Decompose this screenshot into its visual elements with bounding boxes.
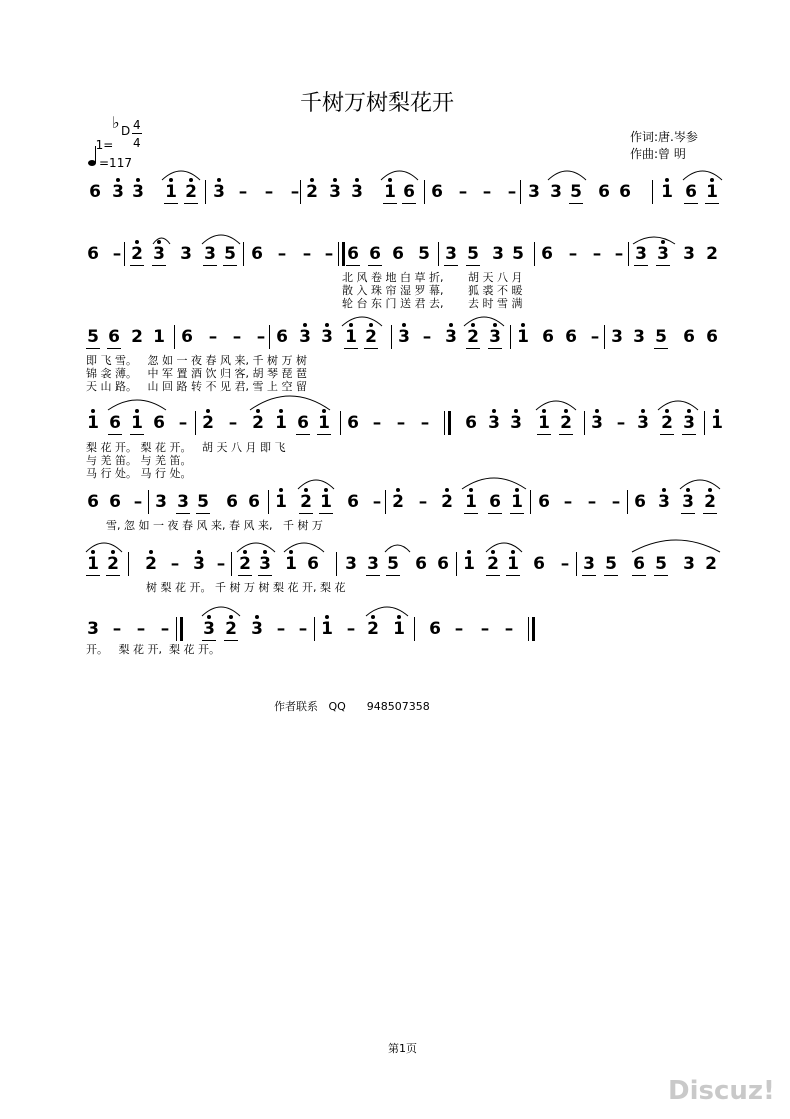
note: 6 xyxy=(369,244,381,264)
note: 1 xyxy=(392,620,406,638)
note: 6 xyxy=(347,413,359,433)
note: 2 xyxy=(305,183,319,201)
song-title: 千树万树梨花开 xyxy=(300,91,455,116)
lyricist-credit: 作词:唐.岑参 xyxy=(630,130,698,144)
lyrics-line3-verse2: 锦 衾 薄。 中 军 置 酒 饮 归 客, 胡 琴 琵 琶 xyxy=(86,367,307,380)
dash-note: – xyxy=(112,619,122,639)
dash-note: – xyxy=(228,413,238,433)
note: 1 xyxy=(274,493,288,511)
note: 2 xyxy=(391,493,405,511)
note: 3 xyxy=(590,414,604,432)
note: 1 xyxy=(274,414,288,432)
note: 2 xyxy=(705,554,717,574)
note: 1 xyxy=(344,328,358,346)
note: 1 xyxy=(317,414,331,432)
dash-note: – xyxy=(256,327,266,347)
note: 6 xyxy=(415,554,427,574)
note: 1 xyxy=(164,183,178,201)
note: 6 xyxy=(87,244,99,264)
note: 2 xyxy=(144,555,158,573)
note: 2 xyxy=(364,328,378,346)
note: 1 xyxy=(130,414,144,432)
note: 3 xyxy=(583,554,595,574)
lyrics-line2-verse2: 散 入 珠 帘 湿 罗 幕, 狐 裘 不 暖 xyxy=(342,284,523,297)
dash-note: – xyxy=(614,244,624,264)
note: 5 xyxy=(655,554,667,574)
note: 3 xyxy=(152,245,166,263)
note: 6 xyxy=(437,554,449,574)
note: 2 xyxy=(251,414,265,432)
note: 3 xyxy=(656,245,670,263)
dash-note: – xyxy=(480,619,490,639)
note: 5 xyxy=(387,554,399,574)
note: 5 xyxy=(570,182,582,202)
slur xyxy=(462,478,526,489)
note: 1 xyxy=(86,414,100,432)
note: 3 xyxy=(328,183,342,201)
note: 1 xyxy=(284,555,298,573)
dash-note: – xyxy=(420,413,430,433)
slur xyxy=(633,237,675,244)
note: 3 xyxy=(180,244,192,264)
author-contact: 作者联系 QQ 948507358 xyxy=(274,700,430,713)
note: 3 xyxy=(487,414,501,432)
dash-note: – xyxy=(276,619,286,639)
dash-note: – xyxy=(208,327,218,347)
note: 1 xyxy=(506,555,520,573)
slur xyxy=(548,171,586,180)
note: 1 xyxy=(710,414,724,432)
dash-note: – xyxy=(590,327,600,347)
note: 1 xyxy=(153,327,165,347)
dash-note: – xyxy=(611,492,621,512)
slur xyxy=(464,317,504,326)
dash-note: – xyxy=(302,244,312,264)
dash-note: – xyxy=(232,327,242,347)
note: 6 xyxy=(565,327,577,347)
dash-note: – xyxy=(560,554,570,574)
note: 2 xyxy=(706,244,718,264)
dash-note: – xyxy=(372,492,382,512)
note: 6 xyxy=(598,182,610,202)
note: 6 xyxy=(403,182,415,202)
slur xyxy=(284,543,324,552)
key-letter: D xyxy=(121,124,131,138)
note: 3 xyxy=(657,493,671,511)
note: 3 xyxy=(397,328,411,346)
note: 3 xyxy=(202,620,216,638)
note: 3 xyxy=(528,182,540,202)
lyrics-line6: 树 梨 花 开。 千 树 万 树 梨 花 开, 梨 花 xyxy=(146,581,346,594)
note: 3 xyxy=(212,183,226,201)
note: 5 xyxy=(512,244,524,264)
slur xyxy=(108,400,166,410)
note: 6 xyxy=(109,413,121,433)
note: 1 xyxy=(462,555,476,573)
note: 6 xyxy=(87,492,99,512)
slur xyxy=(153,238,170,244)
note: 3 xyxy=(177,492,189,512)
slur xyxy=(162,171,200,180)
note: 2 xyxy=(184,183,198,201)
note: 3 xyxy=(633,327,645,347)
note: 1 xyxy=(516,328,530,346)
note: 6 xyxy=(542,327,554,347)
note: 6 xyxy=(297,413,309,433)
note: 2 xyxy=(201,414,215,432)
note: 6 xyxy=(109,492,121,512)
note: 2 xyxy=(440,493,454,511)
dash-note: – xyxy=(504,619,514,639)
slur xyxy=(536,401,576,410)
note: 3 xyxy=(298,328,312,346)
note: 3 xyxy=(683,554,695,574)
note: 2 xyxy=(559,414,573,432)
note: 1 xyxy=(660,183,674,201)
time-signature-top: 4 xyxy=(133,118,141,132)
note: 6 xyxy=(251,244,263,264)
slur xyxy=(658,401,698,410)
composer-credit: 作曲:曾 明 xyxy=(630,147,686,161)
note: 3 xyxy=(681,493,695,511)
note: 1 xyxy=(319,493,333,511)
note: 6 xyxy=(153,413,165,433)
note: 3 xyxy=(444,328,458,346)
note: 6 xyxy=(619,182,631,202)
note: 1 xyxy=(383,183,397,201)
note: 6 xyxy=(392,244,404,264)
dash-note: – xyxy=(298,619,308,639)
lyrics-line4-verse1: 梨 花 开。 梨 花 开。 胡 天 八 月 即 飞 xyxy=(86,441,286,454)
note: 6 xyxy=(634,492,646,512)
slur xyxy=(202,235,240,244)
slur xyxy=(202,607,240,616)
note: 3 xyxy=(345,554,357,574)
note: 6 xyxy=(685,182,697,202)
slur xyxy=(632,540,720,552)
dash-note: – xyxy=(170,554,180,574)
dash-note: – xyxy=(616,413,626,433)
discuz-watermark: Discuz! xyxy=(668,1076,775,1106)
dash-note: – xyxy=(568,244,578,264)
note: 6 xyxy=(108,327,120,347)
note: 2 xyxy=(486,555,500,573)
slur xyxy=(680,480,720,489)
note: 3 xyxy=(488,328,502,346)
note: 3 xyxy=(192,555,206,573)
dash-note: – xyxy=(587,492,597,512)
note: 3 xyxy=(367,554,379,574)
key-prefix: 1= xyxy=(95,138,114,152)
note: 2 xyxy=(224,620,238,638)
note: 2 xyxy=(238,555,252,573)
note: 3 xyxy=(111,183,125,201)
note: 6 xyxy=(541,244,553,264)
note: 2 xyxy=(131,327,143,347)
note: 6 xyxy=(683,327,695,347)
note: 3 xyxy=(350,183,364,201)
note: 3 xyxy=(250,620,264,638)
note: 6 xyxy=(248,492,260,512)
dash-note: – xyxy=(418,492,428,512)
note: 3 xyxy=(611,327,623,347)
note: 6 xyxy=(465,413,477,433)
dash-note: – xyxy=(422,327,432,347)
note: 2 xyxy=(660,414,674,432)
note: 3 xyxy=(550,182,562,202)
note: 5 xyxy=(467,244,479,264)
page-number: 第1页 xyxy=(388,1042,417,1055)
note: 1 xyxy=(537,414,551,432)
note: 1 xyxy=(705,183,719,201)
slur xyxy=(486,543,522,552)
lyrics-line5: 雪, 忽 如 一 夜 春 风 来, 春 风 来, 千 树 万 xyxy=(106,519,323,532)
note: 1 xyxy=(86,555,100,573)
dash-note: – xyxy=(324,244,334,264)
note: 3 xyxy=(87,619,99,639)
slur xyxy=(683,171,722,180)
lyrics-line4-verse3: 马 行 处。 马 行 处。 xyxy=(86,467,192,480)
note: 3 xyxy=(204,244,216,264)
slur xyxy=(298,480,334,489)
note: 6 xyxy=(489,492,501,512)
dash-note: – xyxy=(396,413,406,433)
dash-note: – xyxy=(592,244,602,264)
dash-note: – xyxy=(238,182,248,202)
slur xyxy=(342,317,382,326)
note: 1 xyxy=(510,493,524,511)
dash-note: – xyxy=(136,619,146,639)
note: 5 xyxy=(418,244,430,264)
note: 5 xyxy=(224,244,236,264)
dash-note: – xyxy=(372,413,382,433)
note: 6 xyxy=(533,554,545,574)
lyrics-line4-verse2: 与 羌 笛。 与 羌 笛。 xyxy=(86,454,192,467)
dash-note: – xyxy=(458,182,468,202)
dash-note: – xyxy=(160,619,170,639)
note: 2 xyxy=(703,493,717,511)
note: 3 xyxy=(492,244,504,264)
note: 6 xyxy=(181,327,193,347)
tempo-marking: =117 xyxy=(99,156,132,170)
note: 5 xyxy=(87,327,99,347)
note: 3 xyxy=(445,244,457,264)
slur xyxy=(250,396,330,410)
note: 2 xyxy=(366,620,380,638)
note: 3 xyxy=(258,555,272,573)
note: 3 xyxy=(683,244,695,264)
note: 3 xyxy=(636,414,650,432)
flat-sign: ♭ xyxy=(112,113,120,132)
dash-note: – xyxy=(346,619,356,639)
lyrics-line3-verse3: 天 山 路。 山 回 路 转 不 见 君, 雪 上 空 留 xyxy=(86,380,307,393)
slur xyxy=(237,543,275,552)
dash-note: – xyxy=(178,413,188,433)
note: 6 xyxy=(276,327,288,347)
lyrics-line2-verse3: 轮 台 东 门 送 君 去, 去 时 雪 满 xyxy=(342,297,523,310)
note: 5 xyxy=(655,327,667,347)
note: 3 xyxy=(320,328,334,346)
note: 5 xyxy=(197,492,209,512)
lyrics-line7: 开。 梨 花 开, 梨 花 开。 xyxy=(86,643,220,656)
dash-note: – xyxy=(563,492,573,512)
slur xyxy=(366,607,408,616)
note: 6 xyxy=(706,327,718,347)
time-signature-bottom: 4 xyxy=(133,136,141,150)
slur xyxy=(86,543,122,552)
slur xyxy=(381,171,418,180)
note: 6 xyxy=(226,492,238,512)
note: 6 xyxy=(429,619,441,639)
note: 3 xyxy=(155,492,167,512)
dash-note: – xyxy=(216,554,226,574)
note: 1 xyxy=(320,620,334,638)
dash-note: – xyxy=(454,619,464,639)
note: 1 xyxy=(464,493,478,511)
note: 6 xyxy=(431,182,443,202)
note: 3 xyxy=(682,414,696,432)
note: 2 xyxy=(299,493,313,511)
slur xyxy=(385,545,410,552)
note: 2 xyxy=(130,245,144,263)
note: 6 xyxy=(347,244,359,264)
dash-note: – xyxy=(264,182,274,202)
note: 6 xyxy=(633,554,645,574)
dash-note: – xyxy=(133,492,143,512)
note: 5 xyxy=(605,554,617,574)
note: 3 xyxy=(509,414,523,432)
dash-note: – xyxy=(112,244,122,264)
dash-note: – xyxy=(482,182,492,202)
dash-note: – xyxy=(290,182,300,202)
note: 2 xyxy=(106,555,120,573)
note: 3 xyxy=(131,183,145,201)
note: 3 xyxy=(635,244,647,264)
lyrics-line3-verse1: 即 飞 雪。 忽 如 一 夜 春 风 来, 千 树 万 树 xyxy=(86,354,307,367)
note: 2 xyxy=(466,328,480,346)
dash-note: – xyxy=(507,182,517,202)
note: 6 xyxy=(307,554,319,574)
dash-note: – xyxy=(277,244,287,264)
lyrics-line2-verse1: 北 风 卷 地 白 草 折, 胡 天 八 月 xyxy=(342,271,523,284)
note: 6 xyxy=(538,492,550,512)
note: 6 xyxy=(89,182,101,202)
note: 6 xyxy=(347,492,359,512)
